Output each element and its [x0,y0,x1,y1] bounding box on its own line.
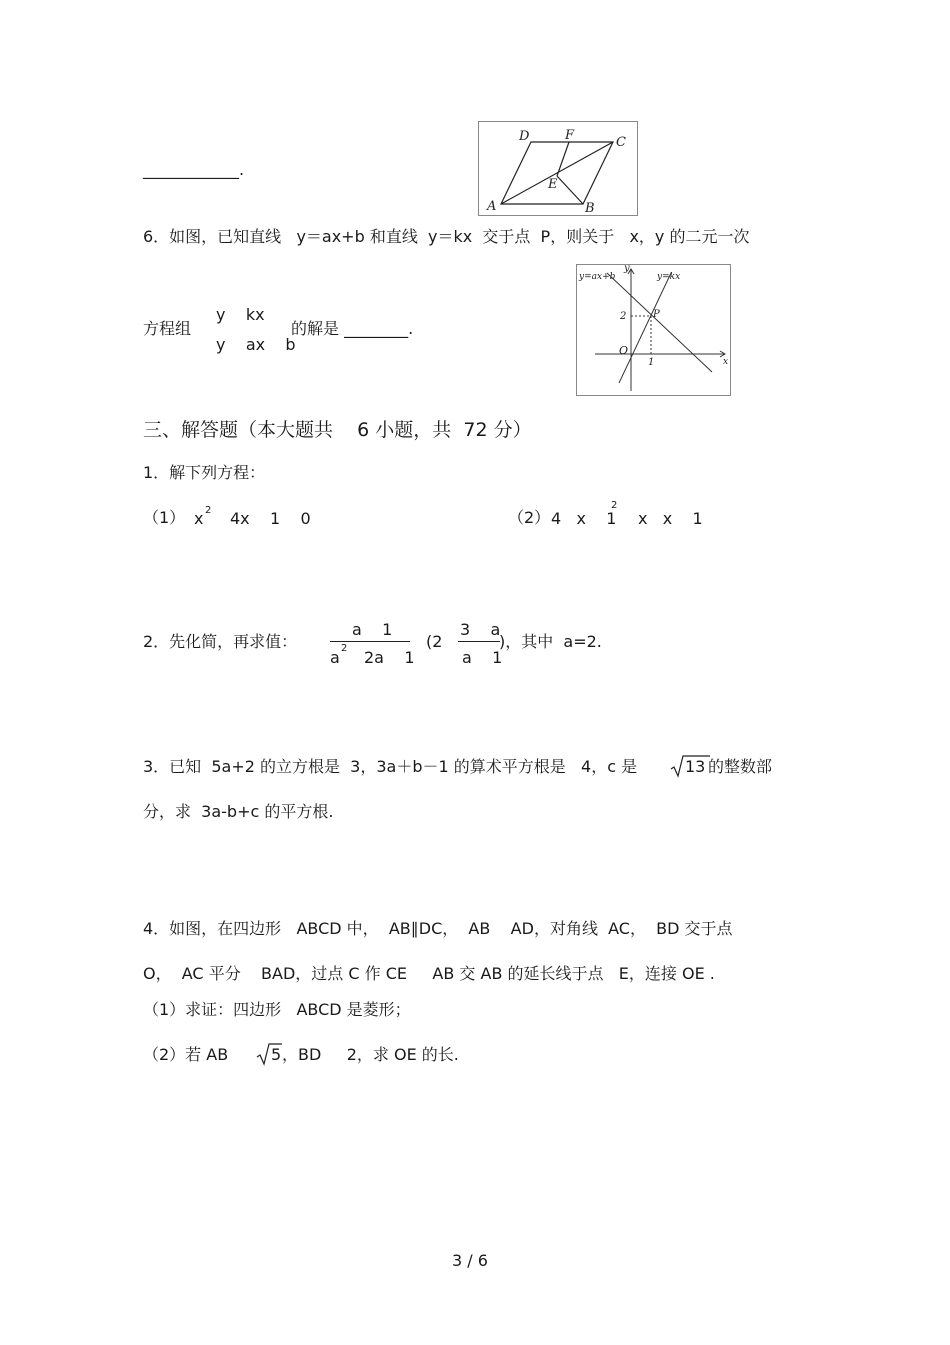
p4-part1: （1）求证：四边形 ABCD 是菱形； [143,1000,411,1019]
p1-part2-b: x x 1 [638,509,703,528]
label-C: C [616,135,626,150]
p1-part1-rest: 4x 1 0 [230,509,311,528]
p2-frac2-den: a 1 [462,648,503,667]
parallelogram-svg [479,122,637,215]
line-graph-figure [576,264,731,396]
label-x: x [723,357,729,367]
p4-part2-b: ，BD 2，求 OE 的长. [282,1045,459,1064]
q6-system-line1: y kx [216,305,265,324]
p4-sqrt-value: 5 [271,1045,282,1064]
p4-line2: O， AC 平分 BAD，过点 C 作 CE AB 交 AB 的延长线于点 E，连接 OE . [143,964,715,983]
p2-frac2-bar [458,641,500,642]
p3-line1-b: 的整数部 [708,757,773,776]
q6-suffix: 的解是 ________. [291,319,414,338]
line-kx [619,273,671,383]
parallelogram-figure [478,121,638,216]
segment-fe [557,142,569,176]
label-D: D [519,129,530,144]
section3-title: 三、解答题（本大题共 6 小题，共 72 分） [143,419,532,441]
p2-prefix: 2．先化简，再求值： [143,632,298,651]
label-y: y [624,265,630,274]
q6-system-line2: y ax b [216,335,296,354]
p1-part2-sup: 2 [611,500,618,511]
p4-line1: 4．如图，在四边形 ABCD 中， AB∥DC， AB AD，对角线 AC， BD 交于点 [143,919,733,938]
p2-frac1-den-a: a [330,648,340,667]
segment-eb [557,176,583,204]
label-O: O [619,344,629,357]
q6-prefix: 方程组 [143,319,192,338]
p2-frac1-den-sup: 2 [341,643,348,654]
line-ax-b [607,273,712,372]
p1-part2-a: 4 x 1 [551,509,617,528]
p3-sqrt-value: 13 [685,757,706,776]
p2-frac2-num: 3 a [460,620,501,639]
p1-part1-sup: 2 [205,505,212,516]
label-P: P [653,309,660,320]
label-ax-b: y=ax+b [579,272,616,282]
label-1: 1 [648,357,655,368]
label-kx: y=kx [657,272,681,282]
label-2: 2 [620,311,627,322]
page-number: 3 / 6 [452,1251,488,1270]
diagonal-ac [501,142,613,204]
p2-suffix: )，其中 a=2. [499,632,602,651]
label-B: B [585,201,595,215]
label-F: F [565,128,575,143]
p2-frac1-den-b: 2a 1 [364,648,415,667]
p1-part1-label: （1） [143,508,186,527]
q6-line1: 6．如图，已知直线 y＝ax+b 和直线 y＝kx 交于点 P，则关于 x，y 的二元一次 [143,227,750,246]
label-A: A [487,199,497,214]
p1-part1-x: x [194,509,204,528]
p4-part2-a: （2）若 AB [143,1045,229,1064]
label-E: E [548,177,558,192]
line-graph-svg [577,265,730,395]
p1-title: 1．解下列方程： [143,463,266,482]
p4-sqrt [256,1041,282,1067]
p1-part2-label: （2） [508,508,551,527]
p2-frac1-bar [330,641,410,642]
p3-line2: 分，求 3a-b+c 的平方根. [143,802,334,821]
answer-blank: ____________. [143,160,245,179]
p2-open: (2 [426,632,443,651]
p2-frac1-num: a 1 [352,620,393,639]
p3-line1-a: 3．已知 5a+2 的立方根是 3，3a＋b－1 的算术平方根是 4，c 是 [143,757,638,776]
p3-sqrt [670,753,710,779]
